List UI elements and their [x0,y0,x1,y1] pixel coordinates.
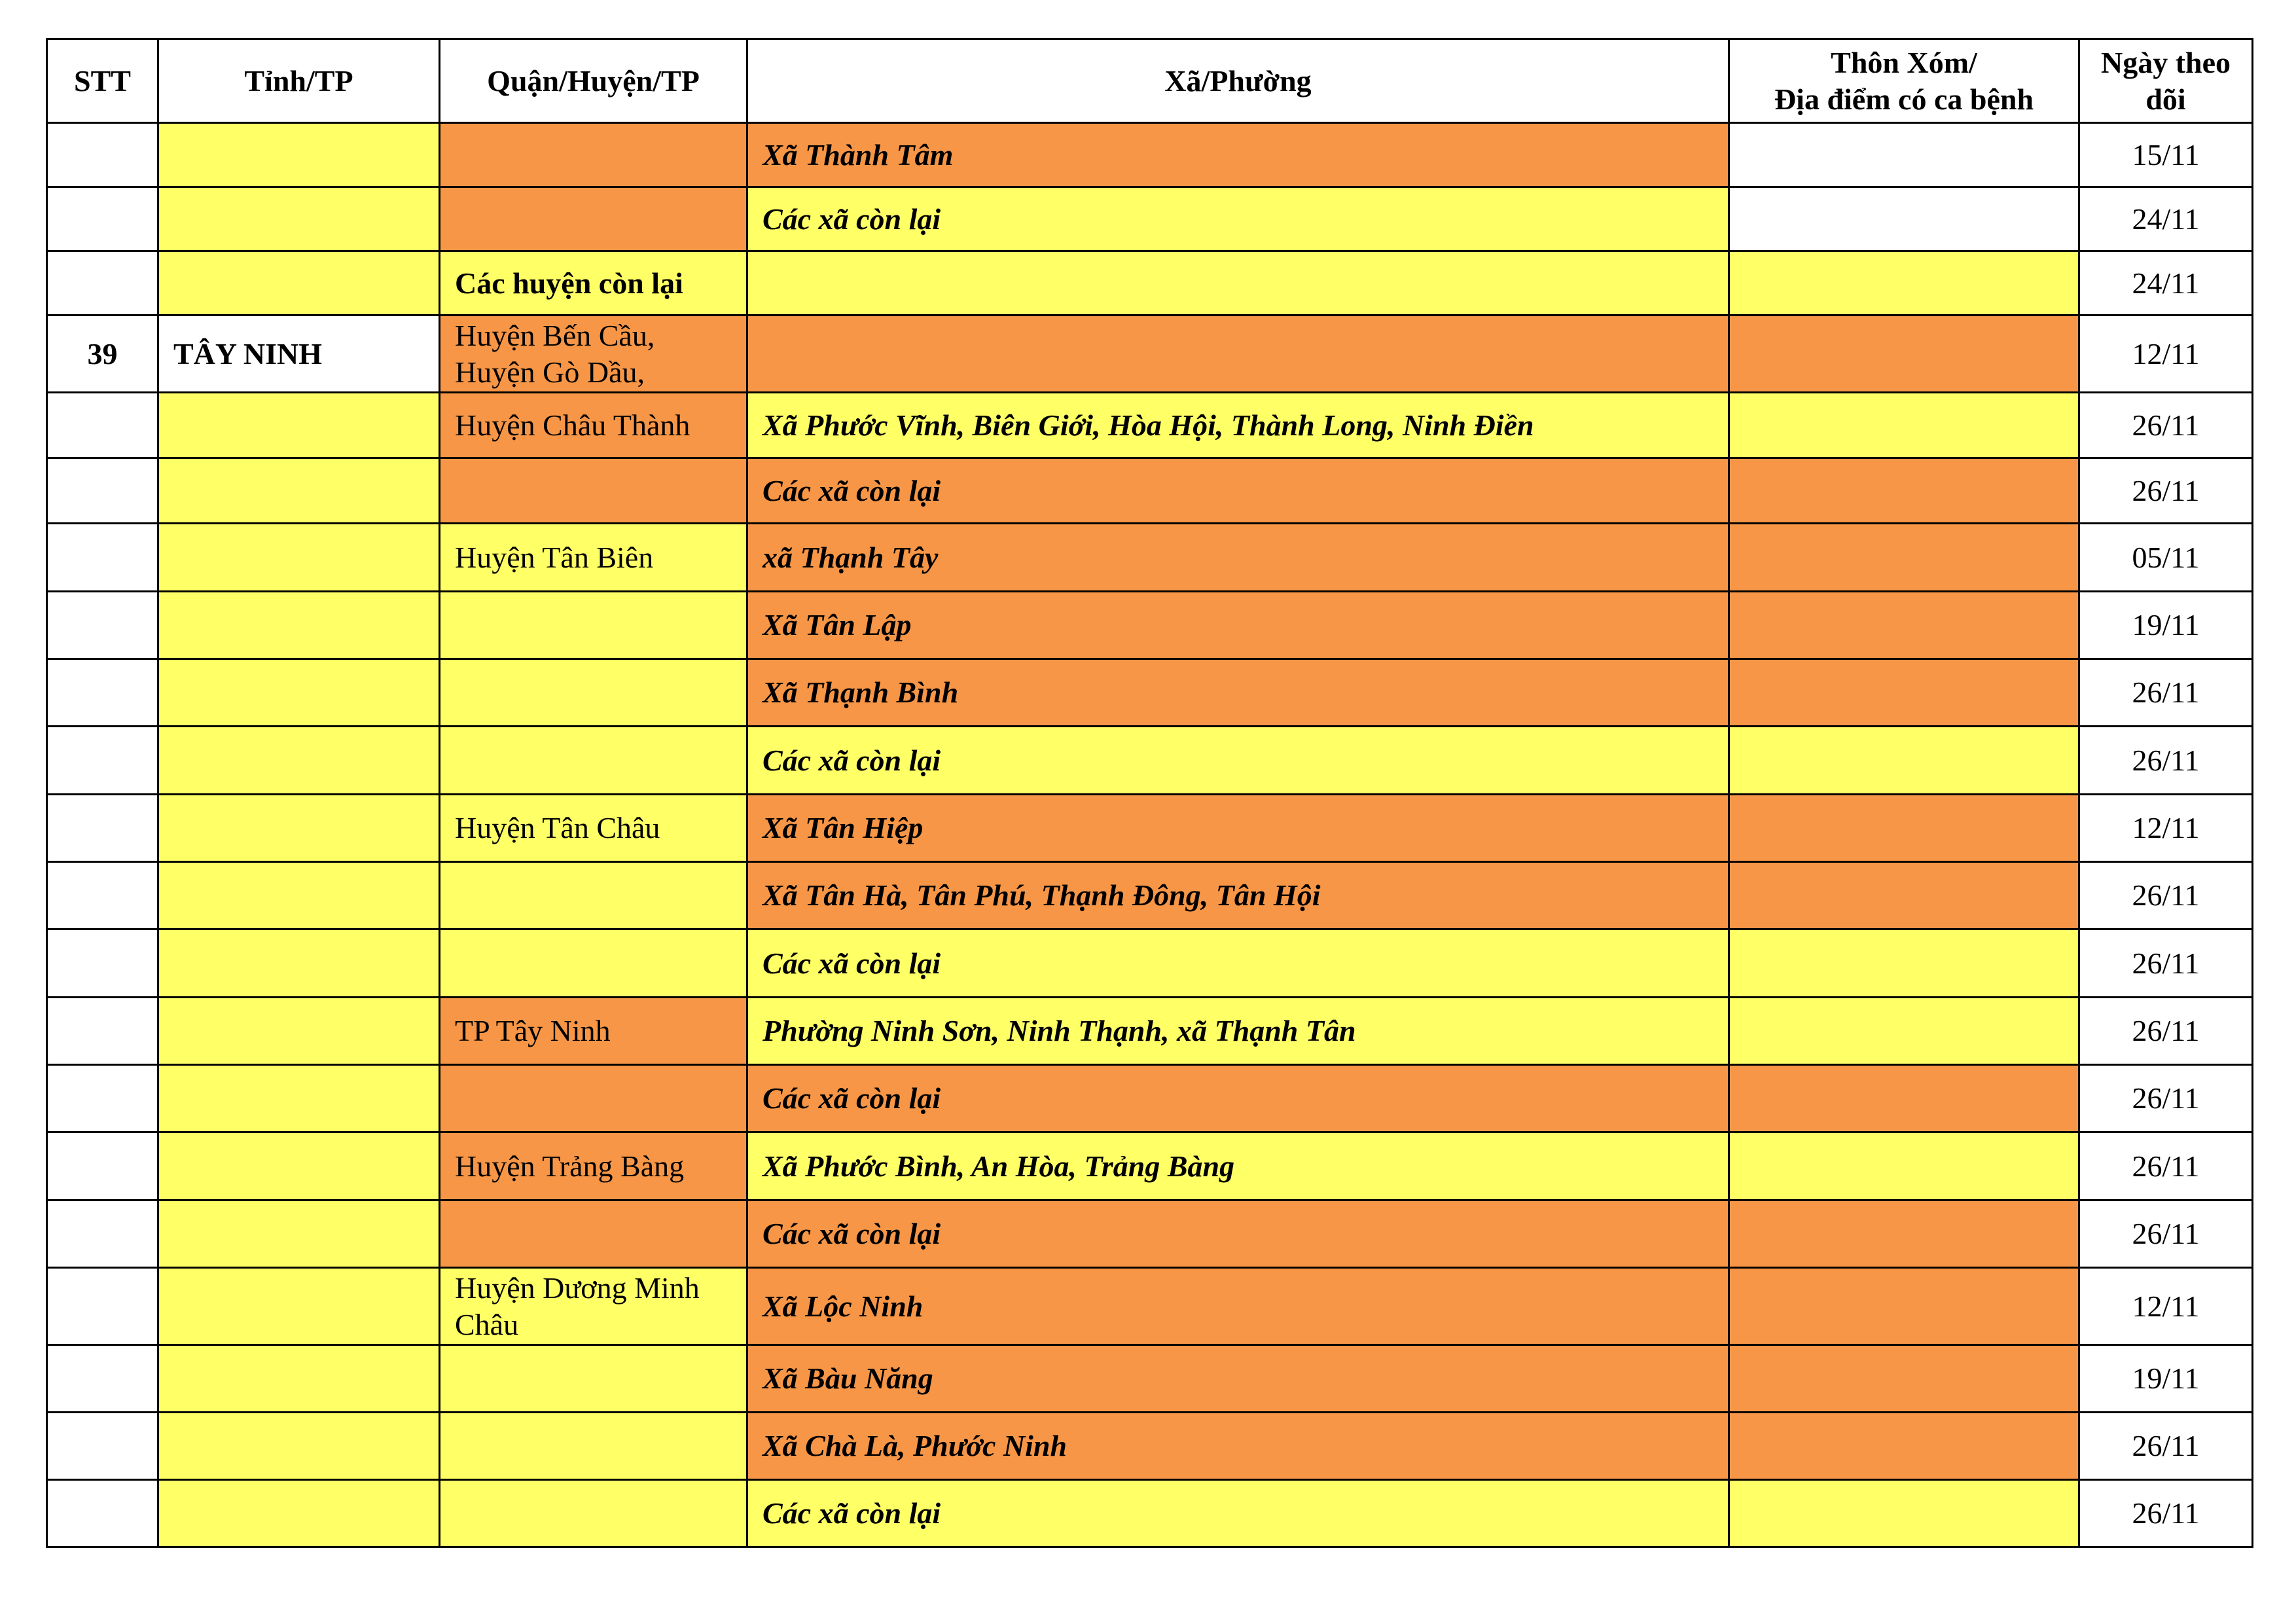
cell-huyen-line2: Châu [455,1307,519,1341]
cell-ngay: 12/11 [2079,316,2253,393]
cell-tinh [158,1200,440,1268]
cell-ngay: 26/11 [2079,1200,2253,1268]
cell-thon [1729,1480,2079,1547]
header-ngay [2079,39,2253,123]
cell-stt [47,1345,158,1413]
table-row [47,316,2253,393]
cell-xa: Xã Thành Tâm [747,123,1729,187]
cell-ngay: 26/11 [2079,1413,2253,1480]
cell-stt [47,795,158,862]
cell-tinh [158,727,440,795]
cell-tinh [158,393,440,458]
cell-tinh [158,1268,440,1345]
cell-huyen [440,123,747,187]
cell-thon [1729,1132,2079,1200]
cell-huyen: Huyện Tân Biên [440,524,747,592]
cell-huyen [440,592,747,659]
cell-xa: Xã Phước Bình, An Hòa, Trảng Bàng [747,1132,1729,1200]
cell-ngay: 19/11 [2079,592,2253,659]
table-row [47,1413,2253,1480]
cell-tinh [158,251,440,316]
cell-ngay: 26/11 [2079,862,2253,929]
table-row [47,929,2253,998]
cell-ngay: 26/11 [2079,393,2253,458]
cell-huyen [440,929,747,998]
cell-huyen [440,727,747,795]
table-row [47,458,2253,524]
cell-stt [47,929,158,998]
header-row [47,39,2253,123]
cell-tinh [158,1413,440,1480]
cell-huyen [440,1268,747,1345]
table-row [47,251,2253,316]
cell-thon [1729,727,2079,795]
cell-tinh [158,1345,440,1413]
cell-xa: Các xã còn lại [747,458,1729,524]
cell-thon [1729,1413,2079,1480]
cell-xa: Xã Lộc Ninh [747,1268,1729,1345]
cell-thon [1729,1268,2079,1345]
cell-thon [1729,251,2079,316]
cell-huyen [440,316,747,393]
cell-stt [47,187,158,251]
cell-tinh [158,862,440,929]
cell-tinh [158,1132,440,1200]
cell-huyen [440,1480,747,1547]
cell-ngay: 24/11 [2079,251,2253,316]
table-row [47,795,2253,862]
cell-xa: Các xã còn lại [747,1480,1729,1547]
cell-huyen-line1: Huyện Bến Cầu, [455,318,655,352]
cell-xa: Xã Tân Hà, Tân Phú, Thạnh Đông, Tân Hội [747,862,1729,929]
cell-xa: Xã Tân Lập [747,592,1729,659]
header-thon [1729,39,2079,123]
cell-xa: Các xã còn lại [747,1200,1729,1268]
cell-xa: Các xã còn lại [747,187,1729,251]
cell-huyen: Huyện Trảng Bàng [440,1132,747,1200]
table-row [47,524,2253,592]
cell-thon [1729,659,2079,727]
table-row [47,1480,2253,1547]
cell-thon [1729,393,2079,458]
cell-thon [1729,458,2079,524]
cell-thon [1729,862,2079,929]
table-row [47,1268,2253,1345]
cell-xa: Các xã còn lại [747,1065,1729,1132]
cell-thon [1729,123,2079,187]
cell-ngay: 24/11 [2079,187,2253,251]
cell-xa: Xã Tân Hiệp [747,795,1729,862]
cell-ngay: 12/11 [2079,795,2253,862]
cell-ngay: 15/11 [2079,123,2253,187]
cell-ngay: 19/11 [2079,1345,2253,1413]
table-row [47,393,2253,458]
cell-thon [1729,592,2079,659]
cell-huyen-line2: Huyện Gò Dầu, [455,355,645,389]
cell-tinh: TÂY NINH [158,316,440,393]
cell-stt [47,1480,158,1547]
table-row [47,1132,2253,1200]
cell-tinh [158,929,440,998]
header-thon-line2: Địa điểm có ca bệnh [1774,82,2034,116]
cell-huyen [440,458,747,524]
header-ngay-line2: dõi [2145,82,2186,116]
cell-thon [1729,1065,2079,1132]
cell-stt [47,998,158,1065]
cell-xa: Các xã còn lại [747,727,1729,795]
covid-monitoring-table [46,38,2253,1548]
cell-tinh [158,592,440,659]
cell-stt [47,727,158,795]
cell-tinh [158,524,440,592]
cell-stt [47,1413,158,1480]
cell-stt [47,1132,158,1200]
cell-tinh [158,998,440,1065]
cell-thon [1729,524,2079,592]
table-row [47,1065,2253,1132]
table-row [47,592,2253,659]
cell-xa: Các xã còn lại [747,929,1729,998]
table-row [47,1345,2253,1413]
cell-ngay: 26/11 [2079,458,2253,524]
cell-thon [1729,795,2079,862]
table-row [47,187,2253,251]
cell-xa: Xã Phước Vĩnh, Biên Giới, Hòa Hội, Thành Long, Ninh Điền [747,393,1729,458]
table-row [47,727,2253,795]
cell-xa [747,316,1729,393]
cell-ngay: 26/11 [2079,929,2253,998]
cell-tinh [158,659,440,727]
cell-xa: Xã Chà Là, Phước Ninh [747,1413,1729,1480]
cell-thon [1729,1200,2079,1268]
cell-thon [1729,1345,2079,1413]
cell-huyen [440,1413,747,1480]
cell-ngay: 05/11 [2079,524,2253,592]
cell-xa: Xã Thạnh Bình [747,659,1729,727]
cell-stt [47,251,158,316]
cell-huyen: Huyện Châu Thành [440,393,747,458]
cell-huyen [440,1065,747,1132]
cell-stt [47,1200,158,1268]
cell-huyen: TP Tây Ninh [440,998,747,1065]
cell-stt [47,458,158,524]
header-ngay-line1: Ngày theo [2100,45,2231,79]
cell-tinh [158,187,440,251]
cell-huyen [440,659,747,727]
cell-stt [47,1268,158,1345]
cell-thon [1729,187,2079,251]
cell-stt [47,123,158,187]
cell-stt [47,393,158,458]
cell-thon [1729,316,2079,393]
table-row [47,862,2253,929]
cell-thon [1729,929,2079,998]
cell-huyen [440,187,747,251]
header-huyen: Quận/Huyện/TP [440,39,747,123]
cell-ngay: 26/11 [2079,659,2253,727]
cell-stt [47,659,158,727]
cell-xa: xã Thạnh Tây [747,524,1729,592]
cell-ngay: 26/11 [2079,1132,2253,1200]
cell-ngay: 26/11 [2079,1065,2253,1132]
cell-stt: 39 [47,316,158,393]
table-row [47,1200,2253,1268]
header-tinh: Tỉnh/TP [158,39,440,123]
cell-stt [47,524,158,592]
cell-tinh [158,795,440,862]
cell-ngay: 12/11 [2079,1268,2253,1345]
cell-thon [1729,998,2079,1065]
cell-huyen: Huyện Tân Châu [440,795,747,862]
cell-ngay: 26/11 [2079,727,2253,795]
table-row [47,998,2253,1065]
cell-stt [47,862,158,929]
cell-tinh [158,123,440,187]
header-stt: STT [47,39,158,123]
cell-huyen [440,1345,747,1413]
cell-stt [47,1065,158,1132]
header-thon-line1: Thôn Xóm/ [1831,45,1977,79]
cell-xa: Xã Bàu Năng [747,1345,1729,1413]
header-xa: Xã/Phường [747,39,1729,123]
cell-ngay: 26/11 [2079,998,2253,1065]
cell-tinh [158,458,440,524]
cell-ngay: 26/11 [2079,1480,2253,1547]
cell-huyen [440,862,747,929]
cell-tinh [158,1480,440,1547]
cell-huyen-line1: Huyện Dương Minh [455,1271,700,1305]
table-row [47,659,2253,727]
cell-tinh [158,1065,440,1132]
cell-huyen [440,1200,747,1268]
cell-huyen: Các huyện còn lại [440,251,747,316]
cell-xa: Phường Ninh Sơn, Ninh Thạnh, xã Thạnh Tân [747,998,1729,1065]
table-row [47,123,2253,187]
cell-xa [747,251,1729,316]
cell-stt [47,592,158,659]
